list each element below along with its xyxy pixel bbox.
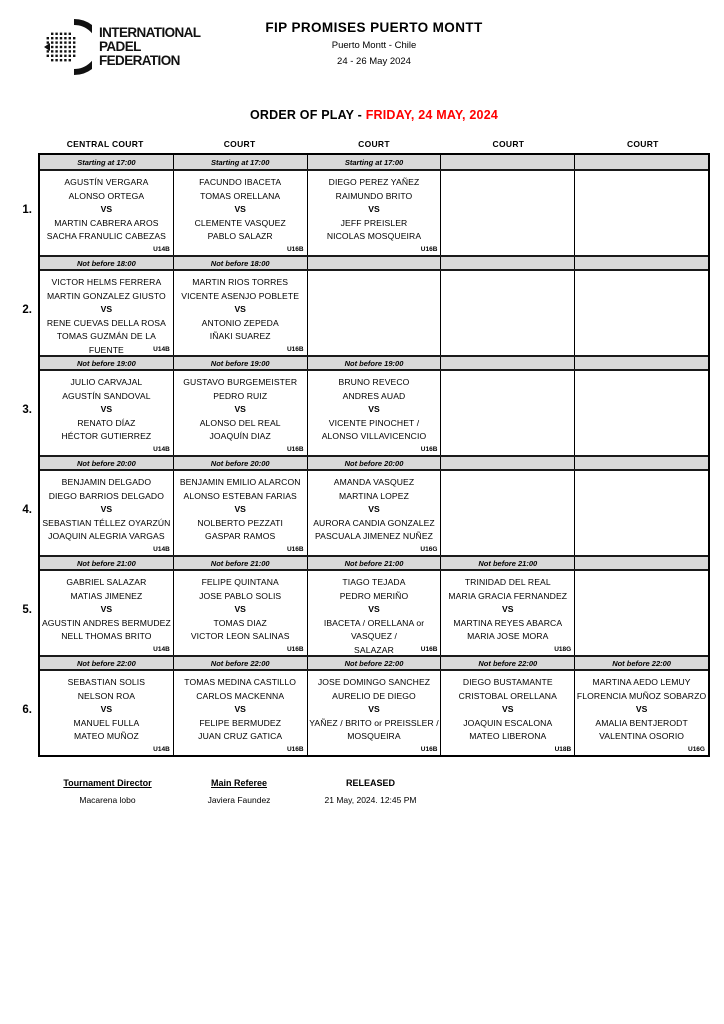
vs-label: VS [368, 204, 380, 214]
match-content-row [40, 271, 708, 355]
player-name: CARLOS MACKENNA [196, 690, 285, 701]
logo-line: PADEL [99, 39, 141, 54]
player-name: TOMAS DIAZ [213, 617, 267, 628]
player-name: VICTOR HELMS FERRERA [51, 277, 162, 287]
player-name: MOSQUEIRA [347, 731, 401, 741]
player-name: DIEGO BUSTAMANTE [462, 677, 553, 687]
player-name: SALAZAR [354, 644, 394, 655]
player-name: HÉCTOR GUTIERREZ [61, 431, 152, 441]
match-row-group [40, 455, 708, 555]
order-of-play-date: FRIDAY, 24 MAY, 2024 [365, 108, 499, 122]
match-cell [575, 471, 708, 555]
match-content-row [40, 471, 708, 555]
category-badge: U16B [420, 746, 438, 753]
match-cell [575, 271, 708, 355]
player-name: GUSTAVO BURGEMEISTER [183, 377, 298, 387]
court-headers [38, 139, 710, 149]
category-badge: U14B [153, 346, 170, 353]
category-badge: U16B [286, 246, 304, 253]
time-band-cell: Not before 21:00 [40, 557, 174, 569]
player-name: BRUNO REVECO [338, 377, 410, 387]
event-dates: 24 - 26 May 2024 [337, 56, 411, 67]
vs-label: VS [234, 604, 246, 614]
player-name: MATEO MUÑOZ [73, 731, 139, 741]
row-number: 1. [22, 204, 32, 216]
category-badge: U16B [420, 246, 438, 253]
vs-label: VS [368, 604, 380, 614]
time-band-cell [308, 257, 442, 269]
player-name: AMANDA VASQUEZ [333, 477, 415, 487]
logo-line: FEDERATION [99, 53, 180, 68]
time-band-cell: Not before 18:00 [40, 257, 174, 269]
match-cell [441, 271, 575, 355]
player-name: JOSE DOMINGO SANCHEZ [317, 677, 431, 687]
player-name: DIEGO BARRIOS DELGADO [48, 490, 165, 501]
player-name: VICTOR LEON SALINAS [190, 631, 290, 641]
row-number: 3. [22, 404, 32, 416]
match-cell [575, 671, 708, 755]
time-band-cell [575, 557, 708, 569]
category-badge: U16B [286, 346, 304, 353]
player-name: SACHA FRANULIC CABEZAS [46, 231, 166, 241]
player-name: PASCUALA JIMENEZ NUÑEZ [314, 531, 434, 541]
match-cell [40, 671, 174, 755]
row-number: 6. [22, 704, 32, 716]
player-name: MARTIN GONZALEZ GIUSTO [46, 290, 166, 301]
time-band-cell: Not before 20:00 [174, 457, 308, 469]
player-name: MARTINA AEDO LEMUY [592, 677, 691, 687]
player-name: MARIA JOSE MORA [467, 631, 549, 641]
order-of-play-title [38, 108, 710, 122]
player-name: TOMAS MEDINA CASTILLO [184, 677, 297, 687]
match-cell [308, 671, 442, 755]
player-name: VICENTE PINOCHET / [328, 417, 420, 428]
player-name: TOMAS ORELLANA [200, 190, 281, 201]
time-band-cell [441, 155, 575, 169]
time-band-cell: Starting at 17:00 [40, 155, 174, 169]
category-badge: U16B [286, 546, 304, 553]
time-band-cell: Not before 22:00 [40, 657, 174, 669]
match-cell [40, 471, 174, 555]
time-band-cell [575, 155, 708, 169]
player-name: ALONSO ESTEBAN FARIAS [183, 490, 297, 501]
player-name: RENE CUEVAS DELLA ROSA [46, 317, 166, 328]
player-name: ALONSO VILLAVICENCIO [321, 431, 427, 441]
time-band-cell: Starting at 17:00 [174, 155, 308, 169]
main-referee-block [180, 778, 298, 805]
tournament-director-name: Macarena lobo [79, 795, 136, 805]
vs-label: VS [234, 304, 246, 314]
player-name: TOMAS GUZMÁN DE LA FUENTE [56, 331, 156, 355]
player-name: SEBASTIAN TÉLLEZ OYARZÚN [42, 517, 171, 528]
category-badge: U16G [420, 546, 438, 553]
player-name: MARTIN RIOS TORRES [192, 277, 289, 287]
player-name: ANDRES AUAD [342, 390, 406, 401]
player-name: MATEO LIBERONA [469, 731, 547, 741]
match-row-group [40, 155, 708, 255]
time-band-cell [575, 357, 708, 369]
category-badge: U14B [153, 546, 170, 553]
vs-label: VS [368, 504, 380, 514]
player-name: ANTONIO ZEPEDA [201, 317, 279, 328]
player-name: JUAN CRUZ GATICA [198, 731, 283, 741]
vs-label: VS [234, 204, 246, 214]
main-referee-label: Main Referee [210, 778, 268, 788]
match-cell [308, 271, 442, 355]
player-name: NELSON ROA [77, 690, 136, 701]
time-band-cell [575, 457, 708, 469]
match-cell [174, 271, 308, 355]
player-name: JEFF PREISLER [340, 217, 408, 228]
player-name: TIAGO TEJADA [342, 577, 406, 587]
match-cell [174, 371, 308, 455]
time-band-cell: Not before 20:00 [308, 457, 442, 469]
match-content-row [40, 371, 708, 455]
player-name: MARTINA REYES ABARCA [453, 617, 563, 628]
player-name: NELL THOMAS BRITO [61, 631, 152, 641]
match-cell [441, 471, 575, 555]
player-name: AMALIA BENTJERODT [595, 717, 688, 728]
player-name: MANUEL FULLA [73, 717, 140, 728]
vs-label: VS [234, 704, 246, 714]
time-band-cell: Not before 18:00 [174, 257, 308, 269]
category-badge: U16B [286, 646, 304, 653]
time-band-cell: Not before 19:00 [40, 357, 174, 369]
court-header: COURT [626, 139, 659, 149]
row-number: 4. [22, 504, 32, 516]
player-name: VALENTINA OSORIO [599, 731, 685, 741]
tournament-director-label: Tournament Director [63, 778, 152, 788]
vs-label: VS [368, 404, 380, 414]
released-label: RELEASED [345, 778, 395, 788]
player-name: BENJAMIN EMILIO ALARCON [179, 477, 301, 487]
main-referee-name: Javiera Faundez [207, 795, 271, 805]
player-name: GASPAR RAMOS [205, 531, 276, 541]
player-name: FLORENCIA MUÑOZ SOBARZO [576, 690, 707, 701]
match-cell [174, 471, 308, 555]
match-row-group [40, 555, 708, 655]
player-name: NICOLAS MOSQUEIRA [326, 231, 422, 241]
player-name: FELIPE QUINTANA [201, 577, 279, 587]
vs-label: VS [100, 204, 113, 214]
match-cell [40, 371, 174, 455]
player-name: MARTIN CABRERA AROS [54, 217, 159, 228]
player-name: MARIA GRACIA FERNANDEZ [448, 590, 568, 601]
match-cell [174, 571, 308, 655]
match-cell [308, 171, 442, 255]
time-band-cell [441, 457, 575, 469]
match-row-group [40, 255, 708, 355]
court-header: COURT [492, 139, 525, 149]
order-table [38, 153, 710, 757]
match-cell [441, 671, 575, 755]
category-badge: U14B [153, 446, 170, 453]
category-badge: U16B [420, 646, 438, 653]
player-name: CLEMENTE VASQUEZ [194, 217, 286, 228]
player-name: VICENTE ASENJO POBLETE [181, 290, 300, 301]
player-name: AGUSTIN ANDRES BERMUDEZ [41, 617, 171, 628]
player-name: PEDRO MERIÑO [339, 590, 409, 601]
event-title: FIP PROMISES PUERTO MONTT [265, 20, 483, 35]
match-cell [308, 571, 442, 655]
match-row-group [40, 655, 708, 755]
time-band-cell: Not before 22:00 [612, 658, 671, 668]
court-header-central: CENTRAL COURT [66, 139, 144, 149]
time-band-cell: Not before 21:00 [174, 557, 308, 569]
player-name: PABLO SALAZR [207, 231, 273, 241]
vs-label: VS [100, 704, 113, 714]
player-name: IBACETA / ORELLANA or VASQUEZ / [323, 617, 425, 641]
player-name: JOAQUIN ESCALONA [463, 717, 553, 728]
player-name: JULIO CARVAJAL [70, 377, 143, 387]
player-name: PEDRO RUIZ [213, 390, 268, 401]
player-name: ALONSO DEL REAL [199, 417, 281, 428]
category-badge: U14B [153, 246, 170, 253]
category-badge: U16B [420, 446, 438, 453]
player-name: TRINIDAD DEL REAL [464, 577, 551, 587]
match-cell [174, 171, 308, 255]
match-cell [441, 171, 575, 255]
vs-label: VS [635, 704, 648, 714]
player-name: BENJAMIN DELGADO [61, 477, 152, 487]
match-cell [40, 171, 174, 255]
time-band-cell: Not before 21:00 [441, 557, 575, 569]
vs-label: VS [100, 304, 113, 314]
match-cell [40, 571, 174, 655]
time-band [40, 355, 708, 371]
player-name: MATIAS JIMENEZ [70, 590, 143, 601]
match-cell [575, 571, 708, 655]
player-name: RAIMUNDO BRITO [335, 190, 413, 201]
time-band [40, 455, 708, 471]
time-band-cell [441, 357, 575, 369]
time-band [40, 555, 708, 571]
vs-label: VS [502, 704, 514, 714]
match-cell [441, 371, 575, 455]
tournament-director-block [40, 778, 175, 805]
player-name: AGUSTÍN VERGARA [64, 177, 149, 187]
player-name: MARTINA LOPEZ [339, 490, 409, 501]
match-content-row [40, 171, 708, 255]
player-name: ALONSO ORTEGA [68, 190, 145, 201]
vs-label: VS [234, 504, 246, 514]
player-name: JOAQUÍN DIAZ [209, 431, 271, 441]
time-band [40, 155, 708, 171]
category-badge: U16G [688, 746, 705, 753]
player-name: NOLBERTO PEZZATI [197, 517, 284, 528]
category-badge: U14B [153, 646, 170, 653]
row-number: 2. [22, 304, 32, 316]
released-block [298, 778, 443, 805]
player-name: AGUSTÍN SANDOVAL [62, 390, 151, 401]
category-badge: U18B [554, 746, 572, 753]
player-name: DIEGO PEREZ YAÑEZ [328, 177, 420, 187]
category-badge: U14B [153, 746, 170, 753]
player-name: JOSE PABLO SOLIS [199, 590, 282, 601]
time-band-cell: Not before 19:00 [174, 357, 308, 369]
match-cell [308, 371, 442, 455]
event-location: Puerto Montt - Chile [331, 40, 417, 51]
court-header: COURT [223, 139, 256, 149]
time-band-cell: Not before 22:00 [308, 657, 442, 669]
time-band-cell [441, 257, 575, 269]
player-name: SEBASTIAN SOLIS [67, 677, 146, 687]
vs-label: VS [100, 604, 113, 614]
player-name: JOAQUIN ALEGRIA VARGAS [48, 531, 165, 541]
order-of-play-label: ORDER OF PLAY - [249, 108, 366, 122]
time-band-cell: Starting at 17:00 [308, 155, 442, 169]
time-band-cell [575, 257, 708, 269]
player-name: RENATO DÍAZ [77, 417, 136, 428]
time-band-cell: Not before 19:00 [308, 357, 442, 369]
player-name: AURORA CANDIA GONZALEZ [313, 517, 435, 528]
category-badge: U16B [286, 746, 304, 753]
match-row-group [40, 355, 708, 455]
match-cell [575, 171, 708, 255]
match-content-row [40, 671, 708, 755]
time-band [40, 255, 708, 271]
vs-label: VS [100, 504, 113, 514]
time-band-cell: Not before 22:00 [441, 657, 575, 669]
match-content-row [40, 571, 708, 655]
player-name: FELIPE BERMUDEZ [199, 717, 282, 728]
time-band-cell: Not before 21:00 [308, 557, 442, 569]
time-band-cell: Not before 20:00 [40, 457, 174, 469]
row-number: 5. [22, 604, 32, 616]
vs-label: VS [234, 404, 246, 414]
player-name: AURELIO DE DIEGO [332, 690, 416, 701]
player-name: GABRIEL SALAZAR [66, 577, 147, 587]
logo-line: INTERNATIONAL [99, 25, 201, 40]
match-cell [308, 471, 442, 555]
match-cell [441, 571, 575, 655]
released-value: 21 May, 2024. 12:45 PM [324, 795, 417, 805]
category-badge: U18G [554, 646, 572, 653]
vs-label: VS [368, 704, 380, 714]
time-band-cell: Not before 22:00 [174, 657, 308, 669]
court-header: COURT [358, 139, 390, 149]
category-badge: U16B [286, 446, 304, 453]
match-cell [575, 371, 708, 455]
player-name: FACUNDO IBACETA [199, 177, 282, 187]
player-name: CRISTOBAL ORELLANA [458, 690, 557, 701]
match-cell [40, 271, 174, 355]
player-name: IÑAKI SUAREZ [209, 331, 271, 341]
time-band [40, 655, 708, 671]
match-cell [174, 671, 308, 755]
player-name: YAÑEZ / BRITO or PREISSLER / [309, 717, 439, 728]
vs-label: VS [502, 604, 514, 614]
event-header [38, 20, 710, 67]
vs-label: VS [100, 404, 113, 414]
